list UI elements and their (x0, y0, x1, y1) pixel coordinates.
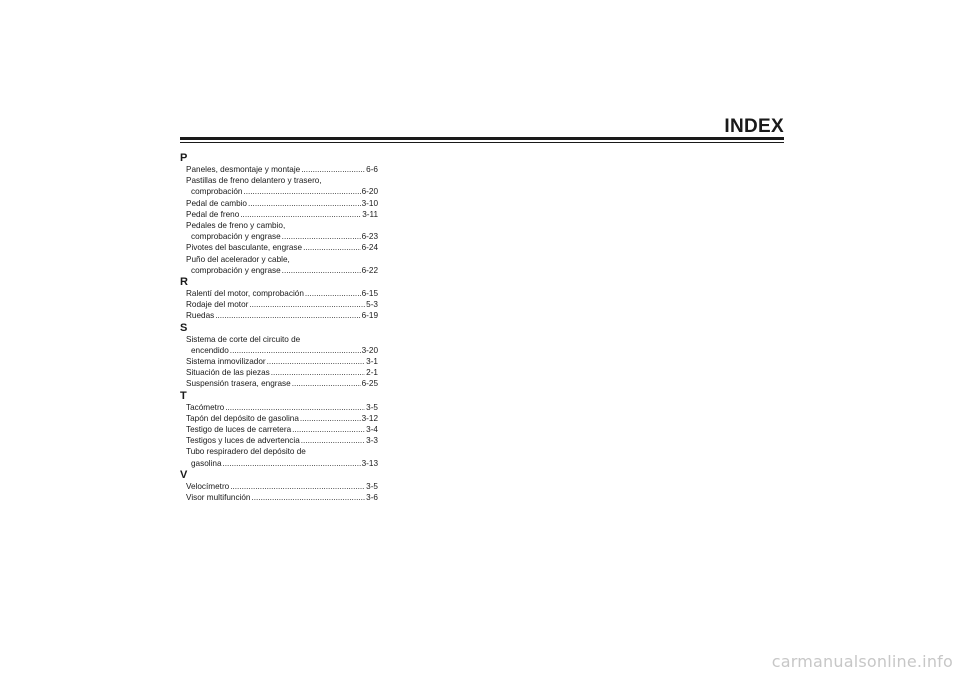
dot-leader (240, 209, 361, 220)
title-rule-thin (180, 142, 784, 143)
index-letter-heading: V (180, 468, 188, 481)
index-entry (180, 164, 378, 175)
index-entry-line (186, 356, 378, 367)
index-page-ref: 6-15 (361, 289, 378, 299)
index-letter-heading: R (180, 276, 188, 289)
index-page-ref: 3-3 (366, 436, 378, 446)
index-entry-line (186, 413, 378, 424)
index-entry-line (186, 345, 378, 356)
index-page-ref: 3-6 (366, 493, 378, 503)
index-entry-text: comprobación y engrase (191, 232, 281, 242)
index-entry-line (186, 220, 378, 231)
index-entry-line (186, 367, 378, 378)
index-entry (180, 402, 378, 413)
index-page-ref: 3-12 (361, 413, 378, 423)
index-entry (180, 481, 378, 492)
index-page-ref: 6-24 (361, 243, 378, 253)
index-entry-text: Pedales de freno y cambio, (186, 221, 286, 231)
index-entry-line (186, 265, 378, 276)
index-page-ref: 6-6 (366, 165, 378, 174)
index-page-ref: 2-1 (366, 368, 378, 378)
index-page-ref: 5-3 (366, 300, 378, 310)
index-entry (180, 446, 378, 468)
index-entry-line (186, 254, 378, 265)
index-page-ref: 3-5 (366, 481, 378, 491)
dot-leader (282, 265, 361, 276)
index-entry-line (186, 492, 378, 503)
index-entry-text: Sistema de corte del circuito de (186, 334, 301, 344)
index-entry-line (186, 209, 378, 220)
index-page-ref: 6-19 (361, 311, 378, 321)
index-entry (180, 288, 378, 299)
index-page-ref: 6-25 (361, 379, 378, 389)
index-entry-text: Ralentí del motor, comprobación (186, 289, 304, 299)
index-letter-heading: T (180, 389, 187, 402)
index-entry-line (186, 435, 378, 446)
dot-leader (301, 164, 365, 175)
index-entry-line (186, 288, 378, 299)
index-entry (180, 378, 378, 389)
index-entry (180, 356, 378, 367)
index-entry (180, 413, 378, 424)
dot-leader (230, 481, 365, 492)
dot-leader (267, 356, 366, 367)
index-entry-line (186, 481, 378, 492)
dot-leader (230, 345, 361, 356)
index-entry-line (186, 458, 378, 469)
index-entry-line (186, 446, 378, 457)
index-entry (180, 198, 378, 209)
index-entry-text: Testigos y luces de advertencia (186, 436, 300, 446)
dot-leader (243, 186, 360, 197)
index-entry-text: Pastillas de freno delantero y trasero, (186, 176, 322, 186)
index-entry-text: Tapón del depósito de gasolina (186, 413, 299, 423)
index-page-ref: 3-4 (366, 425, 378, 435)
index-entry-text: Pedal de cambio (186, 198, 247, 208)
index-entry (180, 242, 378, 253)
index-entry-line (186, 299, 378, 310)
index-page-ref: 3-20 (361, 345, 378, 355)
dot-leader (292, 378, 361, 389)
index-entry-text: Situación de las piezas (186, 368, 270, 378)
index-entry-text: Pivotes del basculante, engrase (186, 243, 303, 253)
index-entry (180, 254, 378, 276)
index-entry-line (186, 424, 378, 435)
dot-leader (215, 310, 360, 321)
index-entry (180, 424, 378, 435)
index-letter-heading: P (180, 152, 188, 164)
index-entry-text: Puño del acelerador y cable, (186, 254, 290, 264)
dot-leader (300, 413, 361, 424)
index-entry-text: Suspensión trasera, engrase (186, 379, 291, 389)
index-page-ref: 3-5 (366, 402, 378, 412)
index-page-ref: 3-10 (361, 198, 378, 208)
index-entry-text: Pedal de freno (186, 209, 240, 219)
watermark-text: carmanualsonline.info (771, 652, 953, 671)
index-entry (180, 175, 378, 197)
index-entry-text: comprobación y engrase (191, 265, 281, 275)
index-entry-line (186, 402, 378, 413)
index-entry (180, 334, 378, 356)
dot-leader (225, 402, 365, 413)
index-column (180, 152, 378, 503)
dot-leader (248, 198, 361, 209)
index-entry (180, 209, 378, 220)
index-entry-text: Tubo respiradero del depósito de (186, 447, 306, 457)
index-entry-text: Paneles, desmontaje y montaje (186, 165, 301, 174)
index-entry-line (186, 175, 378, 186)
index-entry (180, 220, 378, 242)
dot-leader (301, 435, 365, 446)
index-entry-line (186, 242, 378, 253)
dot-leader (292, 424, 365, 435)
index-page-ref: 3-1 (366, 357, 378, 367)
index-entry-line (186, 164, 378, 175)
index-page-ref: 6-23 (361, 232, 378, 242)
index-entry (180, 310, 378, 321)
index-entry-text: Visor multifunción (186, 493, 251, 503)
dot-leader (271, 367, 365, 378)
index-page-ref: 3-13 (361, 458, 378, 468)
index-entry-line (186, 334, 378, 345)
index-entry-line (186, 378, 378, 389)
page-title: INDEX (724, 116, 784, 137)
index-entry (180, 492, 378, 503)
index-entry (180, 435, 378, 446)
index-entry-line (186, 186, 378, 197)
index-entry-text: Ruedas (186, 311, 215, 321)
index-entry-text: encendido (191, 345, 229, 355)
index-entry-line (186, 231, 378, 242)
index-entry (180, 367, 378, 378)
dot-leader (303, 242, 361, 253)
index-entry-text: Testigo de luces de carretera (186, 425, 292, 435)
index-page-ref: 3-11 (362, 209, 378, 219)
index-entry-text: Tacómetro (186, 402, 225, 412)
index-entry-text: Velocímetro (186, 481, 230, 491)
dot-leader (249, 299, 365, 310)
index-letter-heading: S (180, 321, 188, 334)
dot-leader (251, 492, 365, 503)
dot-leader (223, 458, 361, 469)
index-entry-line (186, 310, 378, 321)
title-rule-thick (180, 137, 784, 140)
index-entry-text: Rodaje del motor (186, 300, 249, 310)
dot-leader (282, 231, 361, 242)
dot-leader (305, 288, 361, 299)
index-page-ref: 6-22 (361, 265, 378, 275)
index-entry-line (186, 198, 378, 209)
index-entry-text: gasolina (191, 458, 222, 468)
index-entry-text: Sistema inmovilizador (186, 357, 266, 367)
index-entry (180, 299, 378, 310)
index-entry-text: comprobación (191, 187, 243, 197)
index-page-ref: 6-20 (361, 187, 378, 197)
